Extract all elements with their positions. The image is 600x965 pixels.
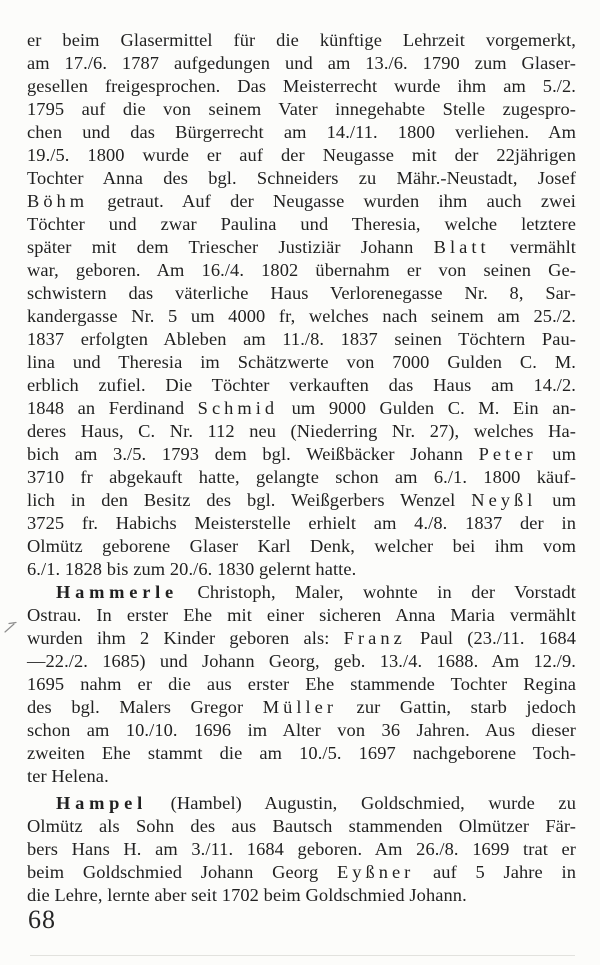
person-name: Blatt [433,237,490,257]
text-line: 6./1. 1828 bis zum 20./6. 1830 gelernt hatte. [27,559,357,579]
text-line: kandergasse Nr. 5 um 4000 fr, welches nach seinem am 25./2. [27,306,576,326]
text-line: Olmütz geborene Glaser Karl Denk, welcher bei ihm vom [27,536,576,556]
text-line: erblich zufiel. Die Töchter verkauften das Haus am 14./2. [27,375,576,395]
text-line: war, geboren. Am 16./4. 1802 übernahm er von seinen Ge- [27,260,576,280]
text-line: ter Helena. [27,766,109,786]
paragraph [27,792,576,907]
paragraph [27,29,576,581]
text-line: 3710 fr abgekauft hatte, gelangte schon am 6./1. 1800 käuf- [27,467,576,487]
person-name: Müller [262,697,338,717]
paragraph [27,581,576,788]
text-line: schon am 10./10. 1696 im Alter von 36 Jahren. Aus dieser [27,720,576,740]
entry-headword: Hampel [56,793,148,813]
text-line: 19./5. 1800 wurde er auf der Neugasse mit der 22jährigen [27,145,576,165]
text-line: Tochter Anna des bgl. Schneiders zu Mähr.-Neustadt, Josef [27,168,576,188]
person-name: Schmid [197,398,279,418]
text-line: am 17./6. 1787 aufgedungen und am 13./6. 1790 zum Glaser- [27,53,576,73]
text-line: 1795 auf die von seinem Vater innegehabte Stelle zugespro- [27,99,576,119]
text-line: deres Haus, C. Nr. 112 neu (Niederring Nr. 27), welches Ha- [27,421,576,441]
person-name: Franz [343,628,406,648]
margin-annotation-tick-icon [3,621,19,635]
text-line: bich am 3./5. 1793 dem bgl. Weißbäcker Johann Peter um [27,444,576,464]
text-line: die Lehre, lernte aber seit 1702 beim Goldschmied Johann. [27,885,467,905]
text-line: 1695 nahm er die aus erster Ehe stammende Tochter Regina [27,674,576,694]
text-line: Ostrau. In erster Ehe mit einer sicheren Anna Maria vermählt [27,605,576,625]
text-line: 3725 fr. Habichs Meisterstelle erhielt am 4./8. 1837 der in [27,513,576,533]
text-line: Hampel (Hambel) Augustin, Goldschmied, wurde zu [56,793,576,813]
text-line: schwistern das väterliche Haus Verlorenegasse Nr. 8, Sar- [27,283,576,303]
text-line: lina und Theresia im Schätzwerte von 7000 Gulden C. M. [27,352,576,372]
text-line: zweiten Ehe stammt die am 10./5. 1697 nachgeborene Toch- [27,743,576,763]
text-line: später mit dem Triescher Justiziär Johann Blatt vermählt [27,237,576,257]
text-line: des bgl. Malers Gregor Müller zur Gattin, starb jedoch [27,697,576,717]
page-number: 68 [28,905,56,934]
text-line: Olmütz als Sohn des aus Bautsch stammenden Olmützer Fär- [27,816,576,836]
text-line: gesellen freigesprochen. Das Meisterrecht wurde ihm am 5./2. [27,76,576,96]
person-name: Böhm [27,191,89,211]
person-name: Eyßner [336,862,415,882]
text-block [27,29,576,907]
text-line: wurden ihm 2 Kinder geboren als: Franz Paul (23./11. 1684 [27,628,576,648]
text-line: chen und das Bürgerrecht am 14./11. 1800 verliehen. Am [27,122,576,142]
text-line: lich in den Besitz des bgl. Weißgerbers Wenzel Neyßl um [27,490,576,510]
text-line: bers Hans H. am 3./11. 1684 geboren. Am 26./8. 1699 trat er [27,839,576,859]
text-line: 1837 erfolgten Ableben am 11./8. 1837 seinen Töchtern Pau- [27,329,576,349]
text-line: Böhm getraut. Auf der Neugasse wurden ihm auch zwei [27,191,576,211]
text-line: Hammerle Christoph, Maler, wohnte in der Vorstadt [56,582,576,602]
text-line: Töchter und zwar Paulina und Theresia, welche letztere [27,214,576,234]
entry-headword: Hammerle [56,582,179,602]
person-name: Neyßl [471,490,537,510]
text-line: 1848 an Ferdinand Schmid um 9000 Gulden C. M. Ein an- [27,398,576,418]
text-line: —22./2. 1685) und Johann Georg, geb. 13./4. 1688. Am 12./9. [27,651,576,671]
text-line: er beim Glasermittel für die künftige Lehrzeit vorgemerkt, [27,30,576,50]
page-bottom-edge-line [30,955,575,956]
text-line: beim Goldschmied Johann Georg Eyßner auf 5 Jahre in [27,862,576,882]
person-name: Peter [478,444,537,464]
